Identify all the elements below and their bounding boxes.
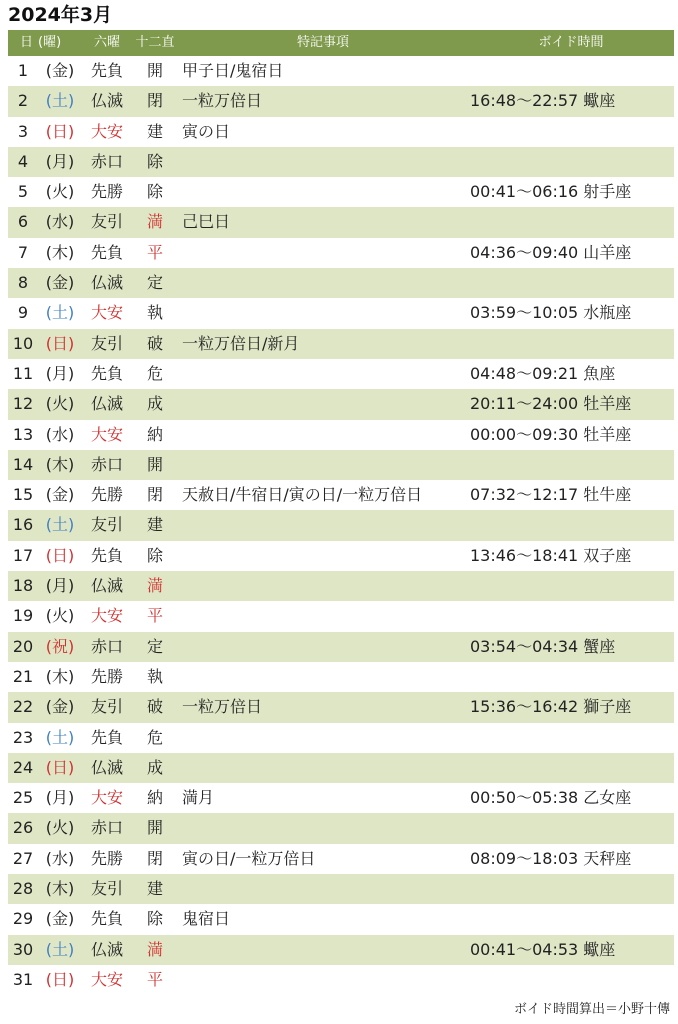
table-row [8, 56, 674, 86]
table-row [8, 238, 674, 268]
rokuyo-cell: 先負 [90, 727, 123, 747]
junichoku-cell: 閉 [146, 848, 163, 868]
header-void-time: ボイド時間 [538, 35, 604, 50]
notes-cell [178, 268, 468, 298]
weekday-cell: (月) [45, 151, 75, 171]
day-cell: 23 [12, 727, 34, 747]
void-time-cell [468, 450, 674, 480]
header-junichoku: 十二直 [135, 35, 175, 50]
rokuyo-cell: 赤口 [90, 636, 123, 656]
void-time-cell [468, 207, 674, 237]
rokuyo-cell: 先勝 [90, 182, 123, 202]
void-time-cell: 15:36〜16:42 獅子座 [470, 697, 632, 717]
day-cell: 15 [12, 485, 34, 505]
notes-cell: 寅の日/一粒万倍日 [182, 848, 316, 868]
weekday-cell: (金) [45, 485, 75, 505]
weekday-cell: (日) [45, 333, 75, 353]
weekday-cell: (木) [45, 242, 75, 262]
weekday-cell: (日) [45, 545, 75, 565]
weekday-cell: (水) [45, 424, 75, 444]
rokuyo-cell: 大安 [90, 969, 123, 989]
void-time-cell [468, 329, 674, 359]
notes-cell [178, 874, 468, 904]
junichoku-cell: 平 [146, 969, 163, 989]
notes-cell: 己巳日 [182, 212, 231, 232]
table-row [8, 268, 674, 298]
day-cell: 11 [12, 363, 34, 383]
junichoku-cell: 破 [146, 697, 163, 717]
void-time-cell [468, 904, 674, 934]
notes-cell [178, 935, 468, 965]
junichoku-cell: 危 [146, 727, 163, 747]
rokuyo-cell: 友引 [90, 697, 123, 717]
void-time-cell: 00:41〜04:53 蠍座 [470, 939, 616, 959]
junichoku-cell: 閉 [146, 485, 163, 505]
weekday-cell: (土) [45, 939, 75, 959]
void-time-cell [468, 723, 674, 753]
void-time-cell: 00:50〜05:38 乙女座 [470, 788, 632, 808]
table-row [8, 359, 674, 389]
rokuyo-cell: 大安 [90, 121, 123, 141]
header-weekday: (曜) [38, 35, 62, 50]
weekday-cell: (日) [45, 969, 75, 989]
table-row [8, 753, 674, 783]
table-row [8, 904, 674, 934]
junichoku-cell: 開 [146, 454, 163, 474]
junichoku-cell: 建 [146, 515, 163, 535]
day-cell: 26 [12, 818, 34, 838]
junichoku-cell: 平 [146, 606, 163, 626]
weekday-cell: (金) [45, 909, 75, 929]
day-cell: 19 [12, 606, 34, 626]
table-row [8, 844, 674, 874]
table-row [8, 329, 674, 359]
notes-cell [178, 723, 468, 753]
table-row [8, 692, 674, 722]
void-time-cell [468, 813, 674, 843]
notes-cell [178, 389, 468, 419]
weekday-cell: (土) [45, 727, 75, 747]
junichoku-cell: 開 [146, 61, 163, 80]
rokuyo-cell: 赤口 [90, 151, 123, 171]
junichoku-cell: 平 [146, 242, 163, 262]
notes-cell: 満月 [182, 788, 215, 808]
junichoku-cell: 建 [146, 121, 163, 141]
footer-credit: ボイド時間算出＝小野十傳 [513, 1002, 670, 1017]
day-cell: 10 [12, 333, 34, 353]
table-row [8, 480, 674, 510]
day-cell: 17 [12, 545, 34, 565]
table-row [8, 601, 674, 631]
table-row [8, 450, 674, 480]
rokuyo-cell: 友引 [90, 879, 123, 899]
table-row [8, 117, 674, 147]
rokuyo-cell: 大安 [90, 424, 123, 444]
rokuyo-cell: 先勝 [90, 848, 123, 868]
table-row [8, 723, 674, 753]
table-row [8, 147, 674, 177]
junichoku-cell: 成 [146, 757, 163, 777]
day-cell: 25 [12, 788, 34, 808]
void-time-cell: 04:48〜09:21 魚座 [470, 363, 616, 383]
void-time-cell [468, 56, 674, 86]
rokuyo-cell: 大安 [90, 606, 123, 626]
void-time-cell [468, 510, 674, 540]
header-notes: 特記事項 [296, 35, 349, 50]
weekday-cell: (日) [45, 121, 75, 141]
weekday-cell: (金) [45, 273, 75, 293]
void-time-cell [468, 571, 674, 601]
void-time-cell: 00:00〜09:30 牡羊座 [470, 424, 632, 444]
junichoku-cell: 満 [146, 939, 163, 959]
junichoku-cell: 納 [146, 424, 163, 444]
junichoku-cell: 危 [146, 363, 163, 383]
rokuyo-cell: 友引 [90, 515, 123, 535]
void-time-cell: 07:32〜12:17 牡牛座 [470, 485, 632, 505]
day-cell: 16 [12, 515, 34, 535]
day-cell: 29 [12, 909, 34, 929]
weekday-cell: (月) [45, 576, 75, 596]
table-row [8, 420, 674, 450]
table-row [8, 177, 674, 207]
day-cell: 1 [17, 61, 29, 80]
day-cell: 2 [17, 91, 29, 111]
void-time-cell: 16:48〜22:57 蠍座 [470, 91, 616, 111]
junichoku-cell: 閉 [146, 91, 163, 111]
notes-cell [178, 753, 468, 783]
junichoku-cell: 成 [146, 394, 163, 414]
day-cell: 14 [12, 454, 34, 474]
junichoku-cell: 定 [146, 636, 163, 656]
day-cell: 4 [17, 151, 29, 171]
table-row [8, 86, 674, 116]
void-time-cell [468, 147, 674, 177]
table-row [8, 632, 674, 662]
rokuyo-cell: 仏滅 [90, 757, 123, 777]
junichoku-cell: 執 [146, 666, 163, 686]
weekday-cell: (火) [45, 818, 75, 838]
notes-cell [178, 965, 468, 995]
void-time-cell: 00:41〜06:16 射手座 [470, 182, 632, 202]
void-time-cell [468, 965, 674, 995]
day-cell: 30 [12, 939, 34, 959]
void-time-cell [468, 753, 674, 783]
void-time-cell: 03:59〜10:05 水瓶座 [470, 303, 632, 323]
junichoku-cell: 除 [146, 151, 163, 171]
void-time-cell [468, 117, 674, 147]
weekday-cell: (火) [45, 606, 75, 626]
void-time-cell: 08:09〜18:03 天秤座 [470, 848, 632, 868]
junichoku-cell: 開 [146, 818, 163, 838]
weekday-cell: (水) [45, 848, 75, 868]
rokuyo-cell: 先負 [90, 545, 123, 565]
rokuyo-cell: 友引 [90, 212, 123, 232]
notes-cell [178, 510, 468, 540]
notes-cell [178, 601, 468, 631]
day-cell: 28 [12, 879, 34, 899]
void-time-cell [468, 601, 674, 631]
weekday-cell: (月) [45, 363, 75, 383]
notes-cell: 一粒万倍日 [182, 91, 263, 111]
notes-cell [178, 298, 468, 328]
junichoku-cell: 執 [146, 303, 163, 323]
weekday-cell: (土) [45, 515, 75, 535]
notes-cell [178, 813, 468, 843]
weekday-cell: (金) [45, 697, 75, 717]
rokuyo-cell: 仏滅 [90, 576, 123, 596]
table-body [8, 56, 674, 995]
weekday-cell: (金) [45, 61, 75, 80]
notes-cell [178, 662, 468, 692]
table-row [8, 874, 674, 904]
weekday-cell: (月) [45, 788, 75, 808]
rokuyo-cell: 先勝 [90, 666, 123, 686]
junichoku-cell: 建 [146, 879, 163, 899]
junichoku-cell: 納 [146, 788, 163, 808]
day-cell: 5 [17, 182, 29, 202]
rokuyo-cell: 大安 [90, 788, 123, 808]
junichoku-cell: 破 [146, 333, 163, 353]
table-row [8, 965, 674, 995]
notes-cell: 一粒万倍日/新月 [182, 333, 300, 353]
notes-cell [178, 450, 468, 480]
notes-cell: 天赦日/牛宿日/寅の日/一粒万倍日 [182, 485, 423, 505]
weekday-cell: (水) [45, 212, 75, 232]
table-row [8, 783, 674, 813]
notes-cell [178, 147, 468, 177]
void-time-cell: 03:54〜04:34 蟹座 [470, 636, 616, 656]
day-cell: 13 [12, 424, 34, 444]
notes-cell [178, 177, 468, 207]
rokuyo-cell: 先負 [90, 242, 123, 262]
weekday-cell: (火) [45, 182, 75, 202]
void-time-cell [468, 268, 674, 298]
notes-cell [178, 632, 468, 662]
day-cell: 22 [12, 697, 34, 717]
day-cell: 3 [17, 121, 29, 141]
junichoku-cell: 除 [146, 909, 163, 929]
rokuyo-cell: 仏滅 [90, 91, 123, 111]
weekday-cell: (土) [45, 303, 75, 323]
day-cell: 6 [17, 212, 29, 232]
weekday-cell: (木) [45, 879, 75, 899]
calendar-table [8, 30, 674, 995]
day-cell: 9 [17, 303, 29, 323]
table-row [8, 207, 674, 237]
header-day: 日 [20, 35, 34, 50]
day-cell: 18 [12, 576, 34, 596]
notes-cell: 一粒万倍日 [182, 697, 263, 717]
rokuyo-cell: 先負 [90, 909, 123, 929]
notes-cell [178, 541, 468, 571]
table-row [8, 935, 674, 965]
notes-cell [178, 571, 468, 601]
junichoku-cell: 満 [146, 212, 163, 232]
junichoku-cell: 満 [146, 576, 163, 596]
junichoku-cell: 除 [146, 545, 163, 565]
weekday-cell: (祝) [45, 636, 75, 656]
rokuyo-cell: 赤口 [90, 454, 123, 474]
day-cell: 27 [12, 848, 34, 868]
day-cell: 12 [12, 394, 34, 414]
void-time-cell: 13:46〜18:41 双子座 [470, 545, 632, 565]
day-cell: 7 [17, 242, 29, 262]
weekday-cell: (木) [45, 666, 75, 686]
table-row [8, 571, 674, 601]
rokuyo-cell: 仏滅 [90, 939, 123, 959]
table-row [8, 662, 674, 692]
junichoku-cell: 除 [146, 182, 163, 202]
rokuyo-cell: 仏滅 [90, 394, 123, 414]
void-time-cell: 20:11〜24:00 牡羊座 [470, 394, 632, 414]
day-cell: 24 [12, 757, 34, 777]
weekday-cell: (木) [45, 454, 75, 474]
notes-cell [178, 420, 468, 450]
void-time-cell [468, 874, 674, 904]
rokuyo-cell: 仏滅 [90, 273, 123, 293]
table-row [8, 813, 674, 843]
notes-cell: 甲子日/鬼宿日 [182, 61, 284, 80]
weekday-cell: (日) [45, 757, 75, 777]
table-row [8, 389, 674, 419]
weekday-cell: (土) [45, 91, 75, 111]
table-row [8, 541, 674, 571]
notes-cell: 寅の日 [182, 121, 231, 141]
day-cell: 8 [17, 273, 29, 293]
rokuyo-cell: 先負 [90, 61, 123, 80]
notes-cell [178, 238, 468, 268]
void-time-cell [468, 662, 674, 692]
table-header [8, 30, 674, 56]
rokuyo-cell: 赤口 [90, 818, 123, 838]
day-cell: 21 [12, 666, 34, 686]
day-cell: 20 [12, 636, 34, 656]
notes-cell [178, 359, 468, 389]
junichoku-cell: 定 [146, 273, 163, 293]
table-row [8, 298, 674, 328]
table-row [8, 510, 674, 540]
weekday-cell: (火) [45, 394, 75, 414]
header-rokuyo: 六曜 [93, 35, 120, 50]
void-time-cell: 04:36〜09:40 山羊座 [470, 242, 632, 262]
notes-cell: 鬼宿日 [182, 909, 231, 929]
rokuyo-cell: 先勝 [90, 485, 123, 505]
rokuyo-cell: 大安 [90, 303, 123, 323]
day-cell: 31 [12, 969, 34, 989]
page-title: 2024年3月 [8, 4, 113, 26]
rokuyo-cell: 先負 [90, 363, 123, 383]
rokuyo-cell: 友引 [90, 333, 123, 353]
